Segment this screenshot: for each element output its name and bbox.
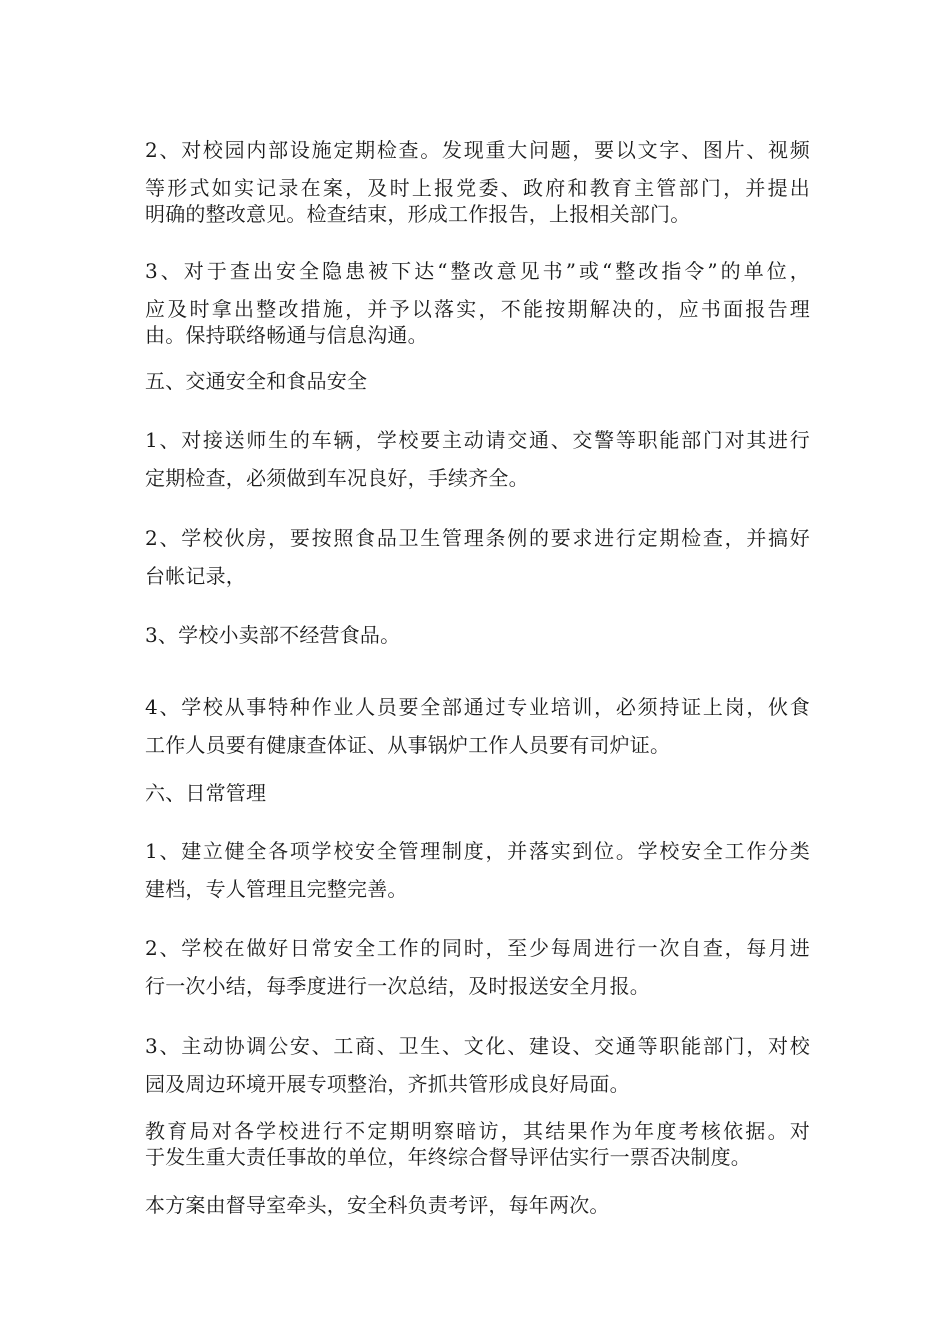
text-line: 2、对校园内部设施定期检查。发现重大问题，要以文字、图片、视频: [145, 138, 810, 162]
section-heading: 六、日常管理: [145, 781, 267, 805]
text-line: 定期检查，必须做到车况良好，手续齐全。: [145, 466, 529, 490]
text-line: 工作人员要有健康查体证、从事锅炉工作人员要有司炉证。: [145, 733, 671, 757]
text-line: 教育局对各学校进行不定期明察暗访，其结果作为年度考核依据。对: [145, 1119, 810, 1143]
text-line: 1、建立健全各项学校安全管理制度，并落实到位。学校安全工作分类: [145, 839, 810, 863]
text-line: 台帐记录，: [145, 564, 246, 588]
text-line: 本方案由督导室牵头，安全科负责考评，每年两次。: [145, 1193, 610, 1217]
text-line: 3、主动协调公安、工商、卫生、文化、建设、交通等职能部门，对校: [145, 1034, 810, 1058]
text-line: 2、学校在做好日常安全工作的同时，至少每周进行一次自查，每月进: [145, 936, 810, 960]
text-line: 2、学校伙房，要按照食品卫生管理条例的要求进行定期检查，并搞好: [145, 526, 810, 550]
text-line: 1、对接送师生的车辆，学校要主动请交通、交警等职能部门对其进行: [145, 428, 810, 452]
text-line: 3、对于查出安全隐患被下达“整改意见书”或“整改指令”的单位，: [145, 259, 810, 283]
text-line: 应及时拿出整改措施，并予以落实，不能按期解决的，应书面报告理: [145, 297, 810, 321]
text-line: 于发生重大责任事故的单位，年终综合督导评估实行一票否决制度。: [145, 1145, 751, 1169]
text-line: 3、学校小卖部不经营食品。: [145, 623, 401, 647]
text-line: 建档，专人管理且完整完善。: [145, 877, 408, 901]
section-heading: 五、交通安全和食品安全: [145, 369, 368, 393]
text-line: 4、学校从事特种作业人员要全部通过专业培训，必须持证上岗，伙食: [145, 695, 810, 719]
text-line: 等形式如实记录在案，及时上报党委、政府和教育主管部门，并提出: [145, 176, 810, 200]
text-line: 园及周边环境开展专项整治，齐抓共管形成良好局面。: [145, 1072, 630, 1096]
text-line: 行一次小结，每季度进行一次总结，及时报送安全月报。: [145, 974, 650, 998]
text-line: 由。保持联络畅通与信息沟通。: [145, 323, 428, 347]
text-line: 明确的整改意见。检查结束，形成工作报告，上报相关部门。: [145, 202, 691, 226]
